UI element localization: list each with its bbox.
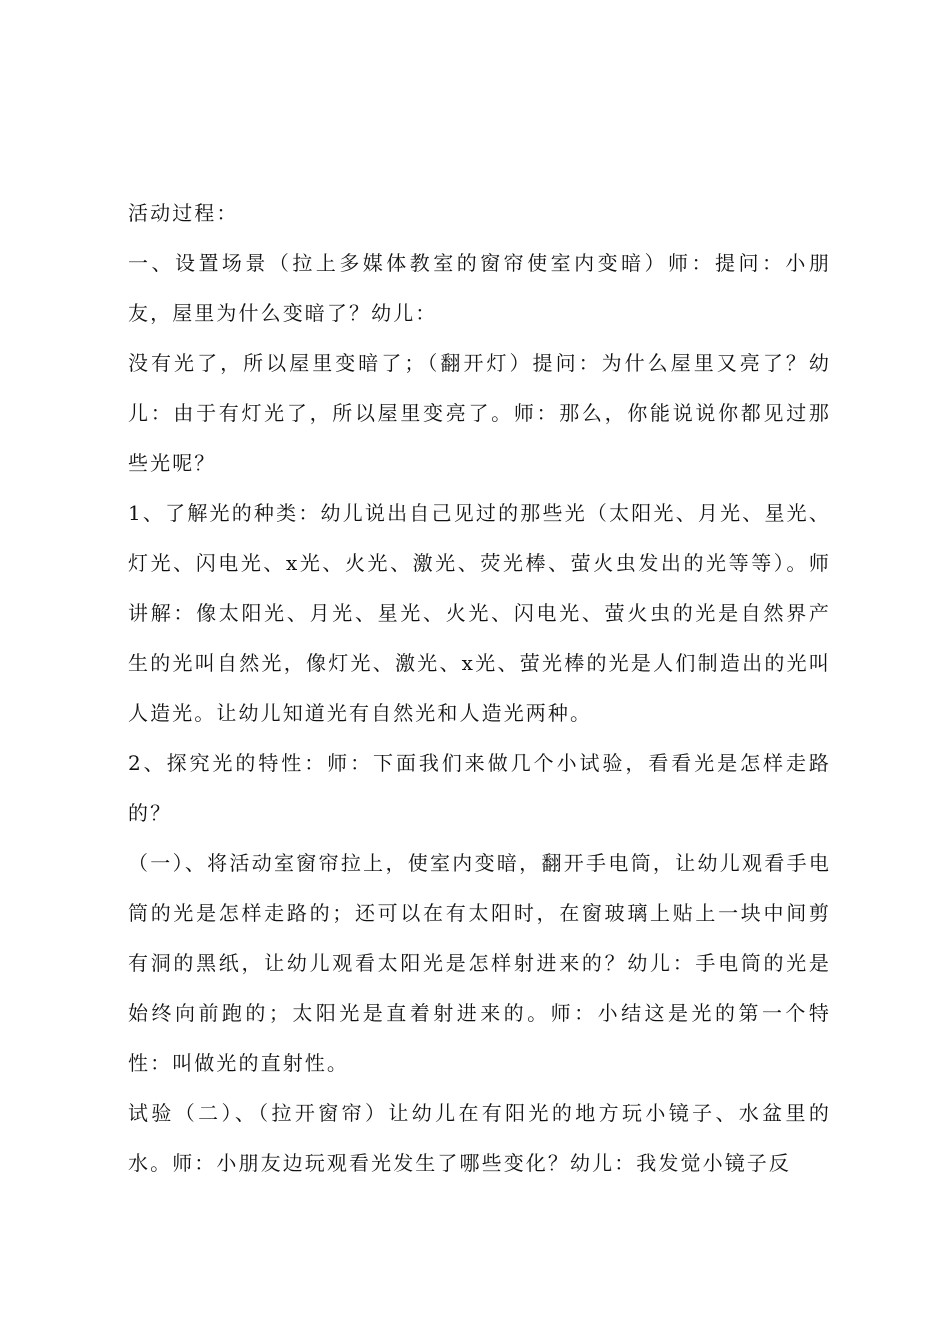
- paragraph: 试验（二）、（拉开窗帘）让幼儿在有阳光的地方玩小镜子、水盆里的水。师：小朋友边玩观看光发生了哪些变化？幼儿：我发觉小镜子反: [128, 1101, 831, 1175]
- document-body: [128, 188, 831, 1188]
- paragraph: 1、了解光的种类：幼儿说出自己见过的那些光（太阳光、月光、星光、灯光、闪电光、x光、火光、激光、荧光棒、萤火虫发出的光等等）。师讲解：像太阳光、月光、星光、火光、闪电光、萤火虫的光是自然界产生的光叫自然光，像灯光、激光、x光、萤光棒的光是人们制造出的光叫人造光。让幼儿知道光有自然光和人造光两种。: [128, 501, 831, 725]
- paragraph: 没有光了，所以屋里变暗了；（翻开灯）提问：为什么屋里又亮了？幼儿：由于有灯光了，所以屋里变亮了。师：那么，你能说说你都见过那些光呢？: [128, 351, 831, 475]
- section-heading: 活动过程：: [128, 201, 239, 225]
- paragraph: 一、设置场景（拉上多媒体教室的窗帘使室内变暗）师：提问：小朋友，屋里为什么变暗了？幼儿：: [128, 251, 831, 325]
- paragraph: 2、探究光的特性：师：下面我们来做几个小试验，看看光是怎样走路的？: [128, 751, 831, 825]
- paragraph: （一）、将活动室窗帘拉上，使室内变暗，翻开手电筒，让幼儿观看手电筒的光是怎样走路的；还可以在有太阳时，在窗玻璃上贴上一块中间剪有洞的黑纸，让幼儿观看太阳光是怎样射进来的？幼儿：手电筒的光是始终向前跑的；太阳光是直着射进来的。师：小结这是光的第一个特性：叫做光的直射性。: [128, 851, 831, 1075]
